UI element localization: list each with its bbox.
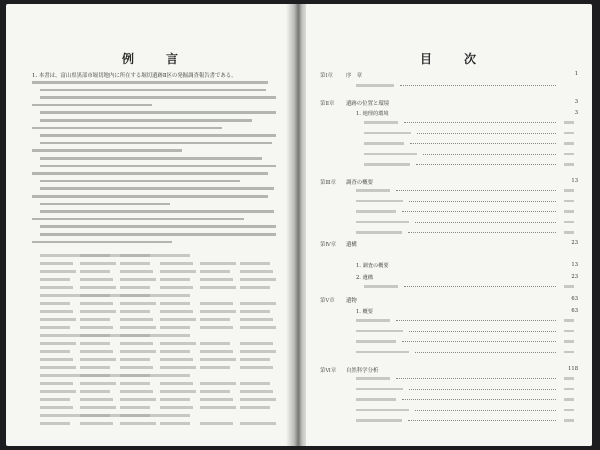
name-placeholder — [120, 286, 150, 289]
name-placeholder — [200, 366, 230, 369]
text-line-placeholder — [40, 134, 276, 137]
name-placeholder — [80, 390, 110, 393]
name-placeholder — [120, 414, 190, 417]
toc-section: 1. 地理的環境 — [356, 111, 389, 117]
toc-chapter — [320, 296, 357, 304]
name-placeholder — [120, 366, 153, 369]
toc-entry-placeholder — [364, 285, 398, 288]
name-placeholder — [200, 398, 233, 401]
name-placeholder — [200, 318, 230, 321]
text-line-placeholder — [40, 119, 252, 122]
toc-entry-placeholder — [356, 419, 402, 422]
toc-page-number: 3 — [574, 99, 578, 105]
text-line-placeholder — [40, 165, 276, 168]
toc-chapter-number: 第Ⅲ章 — [320, 180, 336, 186]
toc-leader-dots — [415, 222, 556, 223]
name-placeholder — [200, 406, 236, 409]
name-placeholder — [120, 342, 153, 345]
toc-entry-placeholder — [364, 163, 410, 166]
toc-entry-placeholder — [356, 210, 396, 213]
toc-page-placeholder — [564, 409, 574, 412]
toc-chapter-title: 自然科学分析 — [346, 368, 379, 374]
name-placeholder — [120, 382, 150, 385]
name-placeholder — [160, 262, 193, 265]
name-placeholder — [200, 342, 230, 345]
text-line-placeholder — [32, 81, 268, 84]
name-placeholder — [120, 326, 156, 329]
name-placeholder — [240, 342, 273, 345]
toc-chapter — [320, 366, 378, 374]
toc-entry-placeholder — [356, 330, 403, 333]
name-placeholder — [80, 318, 110, 321]
name-placeholder — [80, 286, 116, 289]
toc-page-placeholder — [564, 200, 574, 203]
right-page — [306, 4, 592, 446]
toc-entry-placeholder — [356, 319, 390, 322]
text-line-placeholder — [40, 210, 274, 213]
toc-page-placeholder — [564, 351, 574, 354]
toc-page-placeholder — [564, 319, 574, 322]
toc-entry-placeholder — [364, 153, 417, 156]
toc-page-number: 1 — [574, 71, 578, 77]
toc-chapter-title: 遺跡の位置と環境 — [346, 101, 390, 107]
name-placeholder — [200, 286, 236, 289]
toc-leader-dots — [402, 399, 556, 400]
toc-chapter — [320, 71, 362, 79]
text-line-placeholder — [40, 180, 240, 183]
toc-leader-dots — [408, 420, 556, 421]
name-placeholder — [160, 422, 190, 425]
name-placeholder — [40, 366, 76, 369]
name-placeholder — [120, 390, 153, 393]
text-line-placeholder — [40, 203, 170, 206]
name-placeholder — [160, 270, 196, 273]
toc-leader-dots — [404, 286, 556, 287]
toc-entry-placeholder — [356, 200, 403, 203]
name-placeholder — [80, 326, 113, 329]
text-line-placeholder — [40, 187, 274, 190]
toc-leader-dots — [396, 378, 556, 379]
toc-entry-placeholder — [356, 340, 396, 343]
toc-page-number: 23 — [571, 240, 578, 246]
name-placeholder — [120, 334, 190, 337]
name-placeholder — [40, 390, 76, 393]
name-placeholder — [40, 358, 73, 361]
name-placeholder — [80, 270, 110, 273]
name-placeholder — [80, 382, 116, 385]
name-placeholder — [40, 406, 73, 409]
toc-chapter-title: 遺構 — [346, 242, 357, 248]
name-placeholder — [240, 350, 276, 353]
name-placeholder — [40, 278, 70, 281]
toc-leader-dots — [396, 190, 556, 191]
text-line-placeholder — [40, 157, 262, 160]
name-placeholder — [160, 278, 190, 281]
toc-leader-dots — [396, 320, 556, 321]
name-placeholder — [40, 326, 70, 329]
name-placeholder — [120, 318, 153, 321]
toc-page-placeholder — [564, 330, 574, 333]
toc-entry-placeholder — [356, 231, 402, 234]
toc-entry-placeholder — [356, 351, 409, 354]
preface-first-item: 1. 本書は、富山県黒部市堀切地内に所在する堀切遺跡Ⅱ区の発掘調査報告書である。 — [32, 73, 237, 79]
toc-entry-placeholder — [364, 142, 404, 145]
toc-leader-dots — [409, 389, 556, 390]
name-placeholder — [160, 406, 193, 409]
name-placeholder — [120, 270, 153, 273]
book-spread — [6, 4, 594, 446]
toc-page-number: 63 — [571, 308, 578, 314]
toc-leader-dots — [415, 352, 556, 353]
name-placeholder — [200, 278, 233, 281]
name-placeholder — [80, 342, 110, 345]
toc-page-placeholder — [564, 153, 574, 156]
name-placeholder — [200, 382, 236, 385]
name-placeholder — [120, 278, 156, 281]
gutter-shadow-left — [286, 4, 298, 446]
name-placeholder — [80, 262, 116, 265]
name-placeholder — [120, 398, 156, 401]
name-placeholder — [200, 326, 233, 329]
name-placeholder — [120, 302, 156, 305]
toc-leader-dots — [417, 133, 556, 134]
toc-entry-placeholder — [364, 121, 398, 124]
toc-leader-dots — [402, 341, 556, 342]
name-placeholder — [40, 318, 76, 321]
name-placeholder — [240, 366, 273, 369]
text-line-placeholder — [32, 218, 244, 221]
page-title-preface: 例 言 — [122, 52, 189, 66]
name-placeholder — [40, 342, 76, 345]
toc-page-number: 13 — [571, 178, 578, 184]
toc-page-number: 23 — [571, 274, 578, 280]
name-placeholder — [200, 390, 230, 393]
name-placeholder — [80, 350, 113, 353]
name-placeholder — [80, 278, 113, 281]
name-placeholder — [120, 358, 150, 361]
name-placeholder — [120, 310, 150, 313]
toc-chapter-title: 序 章 — [346, 73, 363, 79]
text-line-placeholder — [40, 89, 266, 92]
name-placeholder — [240, 286, 270, 289]
toc-page-number: 118 — [568, 366, 578, 372]
name-placeholder — [160, 310, 193, 313]
name-placeholder — [240, 406, 270, 409]
name-placeholder — [160, 358, 193, 361]
text-line-placeholder — [32, 149, 182, 152]
name-placeholder — [120, 262, 150, 265]
toc-entry-placeholder — [356, 409, 409, 412]
name-placeholder — [120, 294, 190, 297]
name-placeholder — [40, 286, 73, 289]
toc-page-placeholder — [564, 419, 574, 422]
toc-chapter — [320, 178, 373, 186]
name-placeholder — [120, 422, 156, 425]
toc-page-placeholder — [564, 340, 574, 343]
text-line-placeholder — [40, 96, 276, 99]
toc-page-number: 63 — [571, 296, 578, 302]
toc-page-placeholder — [564, 189, 574, 192]
name-placeholder — [240, 278, 276, 281]
toc-page-placeholder — [564, 285, 574, 288]
name-placeholder — [80, 366, 110, 369]
toc-entry-placeholder — [356, 388, 403, 391]
text-line-placeholder — [40, 225, 276, 228]
toc-page-placeholder — [564, 377, 574, 380]
toc-chapter-number: 第Ⅵ章 — [320, 368, 337, 374]
toc-leader-dots — [409, 331, 556, 332]
text-line-placeholder — [32, 172, 268, 175]
toc-page-placeholder — [564, 210, 574, 213]
toc-leader-dots — [402, 211, 556, 212]
toc-page-number: 3 — [574, 110, 578, 116]
name-placeholder — [120, 254, 190, 257]
toc-chapter — [320, 240, 357, 248]
name-placeholder — [40, 310, 73, 313]
name-placeholder — [80, 406, 116, 409]
name-placeholder — [240, 382, 270, 385]
toc-leader-dots — [416, 164, 556, 165]
toc-page-placeholder — [564, 221, 574, 224]
toc-entry-placeholder — [364, 132, 411, 135]
name-placeholder — [200, 358, 236, 361]
name-placeholder — [160, 326, 190, 329]
toc-page-placeholder — [564, 132, 574, 135]
toc-chapter-number: 第Ⅴ章 — [320, 298, 335, 304]
text-line-placeholder — [32, 241, 172, 244]
name-placeholder — [40, 382, 73, 385]
toc-chapter-title: 遺物 — [346, 298, 357, 304]
toc-leader-dots — [400, 85, 556, 86]
toc-page-placeholder — [564, 388, 574, 391]
toc-page-placeholder — [564, 121, 574, 124]
name-placeholder — [40, 270, 76, 273]
name-placeholder — [160, 302, 190, 305]
name-placeholder — [240, 262, 270, 265]
toc-section: 1. 調査の概要 — [356, 263, 389, 269]
name-placeholder — [160, 390, 196, 393]
name-placeholder — [120, 406, 150, 409]
name-placeholder — [80, 302, 113, 305]
text-line-placeholder — [32, 195, 268, 198]
toc-chapter-number: 第Ⅰ章 — [320, 73, 333, 79]
name-placeholder — [240, 398, 276, 401]
toc-section: 2. 遺構 — [356, 275, 373, 281]
name-placeholder — [160, 398, 190, 401]
name-placeholder — [40, 422, 70, 425]
text-line-placeholder — [32, 127, 222, 130]
name-placeholder — [240, 358, 270, 361]
name-placeholder — [120, 374, 190, 377]
name-placeholder — [160, 350, 190, 353]
text-line-placeholder — [32, 104, 152, 107]
toc-leader-dots — [409, 201, 556, 202]
name-placeholder — [40, 398, 70, 401]
toc-entry-placeholder — [356, 398, 396, 401]
name-placeholder — [240, 270, 273, 273]
toc-leader-dots — [423, 154, 556, 155]
toc-page-number: 13 — [571, 262, 578, 268]
name-placeholder — [160, 342, 196, 345]
name-placeholder — [160, 382, 193, 385]
name-placeholder — [40, 262, 73, 265]
toc-chapter-title: 調査の概要 — [346, 180, 373, 186]
toc-entry-placeholder — [356, 221, 409, 224]
toc-leader-dots — [415, 410, 556, 411]
name-placeholder — [80, 310, 116, 313]
toc-leader-dots — [410, 143, 556, 144]
name-placeholder — [200, 422, 233, 425]
name-placeholder — [200, 310, 236, 313]
toc-page-placeholder — [564, 142, 574, 145]
text-line-placeholder — [40, 142, 272, 145]
toc-page-placeholder — [564, 398, 574, 401]
name-placeholder — [80, 358, 116, 361]
page-title-contents: 目 次 — [420, 52, 487, 66]
toc-leader-dots — [404, 122, 556, 123]
name-placeholder — [160, 286, 193, 289]
toc-entry-placeholder — [356, 377, 390, 380]
name-placeholder — [240, 422, 276, 425]
name-placeholder — [40, 302, 70, 305]
name-placeholder — [240, 326, 276, 329]
name-placeholder — [160, 366, 196, 369]
name-placeholder — [40, 350, 70, 353]
name-placeholder — [120, 350, 156, 353]
name-placeholder — [240, 318, 273, 321]
toc-leader-dots — [408, 232, 556, 233]
toc-page-placeholder — [564, 231, 574, 234]
name-placeholder — [80, 398, 113, 401]
name-placeholder — [200, 270, 230, 273]
name-placeholder — [200, 262, 236, 265]
name-placeholder — [200, 302, 233, 305]
name-placeholder — [240, 302, 276, 305]
name-placeholder — [200, 350, 233, 353]
name-placeholder — [240, 390, 273, 393]
toc-page-placeholder — [564, 163, 574, 166]
toc-chapter-number: 第Ⅳ章 — [320, 242, 337, 248]
toc-section-placeholder — [356, 84, 394, 87]
name-placeholder — [160, 318, 196, 321]
toc-entry-placeholder — [356, 189, 390, 192]
left-page — [6, 4, 292, 446]
toc-section: 1. 概要 — [356, 309, 373, 315]
text-line-placeholder — [40, 111, 276, 114]
toc-chapter-number: 第Ⅱ章 — [320, 101, 335, 107]
text-line-placeholder — [40, 233, 276, 236]
name-placeholder — [240, 310, 270, 313]
toc-chapter — [320, 99, 389, 107]
name-placeholder — [80, 422, 113, 425]
